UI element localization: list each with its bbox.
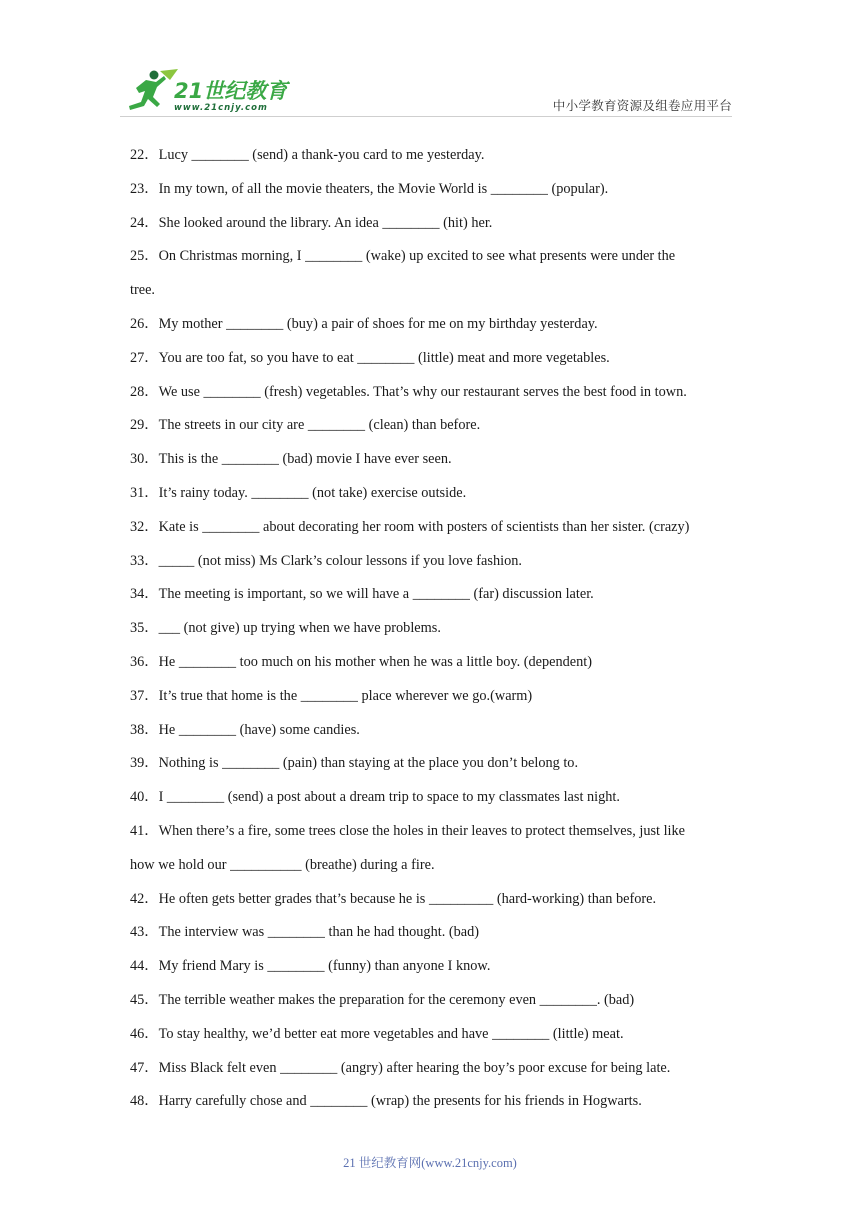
question-item: 31．It’s rainy today. ________ (not take) exercise outside. (130, 484, 467, 501)
question-item: 30．This is the ________ (bad) movie I have ever seen. (130, 451, 452, 468)
question-item: 33．_____ (not miss) Ms Clark’s colour lessons if you love fashion. (130, 552, 522, 569)
question-item: 22．Lucy ________ (send) a thank-you card to me yesterday. (130, 147, 485, 163)
question-item-continued: how we hold our __________ (breathe) during a fire. (130, 856, 435, 873)
question-item: 35．___ (not give) up trying when we have problems. (130, 620, 441, 637)
question-item: 37．It’s true that home is the ________ place wherever we go.(warm) (130, 687, 533, 704)
question-item: 29．The streets in our city are ________ (clean) than before. (130, 417, 481, 434)
question-list (130, 139, 735, 1119)
runner-icon (120, 66, 290, 116)
question-item: 44．My friend Mary is ________ (funny) than anyone I know. (130, 958, 491, 975)
question-item: 28．We use ________ (fresh) vegetables. That’s why our restaurant serves the best food in town. (130, 383, 687, 400)
question-item: 42．He often gets better grades that’s because he is _________ (hard-working) than before. (130, 890, 657, 907)
logo-text: 21世纪教育 (174, 79, 288, 103)
question-item: 38．He ________ (have) some candies. (130, 721, 360, 738)
question-item: 25．On Christmas morning, I ________ (wake) up excited to see what presents were under the (130, 248, 676, 265)
question-item: 24．She looked around the library. An idea ________ (hit) her. (130, 214, 493, 231)
question-item: 27．You are too fat, so you have to eat ________ (little) meat and more vegetables. (130, 349, 610, 366)
question-item: 34．The meeting is important, so we will have a ________ (far) discussion later. (130, 586, 594, 603)
logo-url-text: www.21cnjy.com (174, 103, 268, 113)
question-item: 46．To stay healthy, we’d better eat more vegetables and have ________ (little) meat. (130, 1025, 624, 1042)
page-header (120, 66, 732, 116)
question-item-continued: tree. (130, 282, 155, 299)
question-item: 23．In my town, of all the movie theaters, the Movie World is ________ (popular). (130, 180, 609, 197)
question-item: 32．Kate is ________ about decorating her room with posters of scientists than her sister. (crazy) (130, 518, 690, 535)
question-item: 40．I ________ (send) a post about a dream trip to space to my classmates last night. (130, 789, 620, 806)
page-footer[interactable]: 21 世纪教育网(www.21cnjy.com) (343, 1156, 517, 1170)
question-item: 43．The interview was ________ than he had thought. (bad) (130, 924, 480, 941)
question-item: 45．The terrible weather makes the preparation for the ceremony even ________. (bad) (130, 991, 635, 1008)
platform-tagline: 中小学教育资源及组卷应用平台 (552, 98, 732, 113)
header-divider (120, 116, 732, 117)
site-logo[interactable] (120, 66, 290, 116)
question-item: 41．When there’s a fire, some trees close the holes in their leaves to protect themselves, just like (130, 822, 686, 839)
question-item: 48．Harry carefully chose and ________ (wrap) the presents for his friends in Hogwarts. (130, 1093, 642, 1110)
question-item: 26．My mother ________ (buy) a pair of shoes for me on my birthday yesterday. (130, 315, 598, 332)
question-item: 36．He ________ too much on his mother when he was a little boy. (dependent) (130, 653, 593, 670)
question-item: 39．Nothing is ________ (pain) than staying at the place you don’t belong to. (130, 755, 579, 772)
question-item: 47．Miss Black felt even ________ (angry) after hearing the boy’s poor excuse for being late. (130, 1059, 671, 1076)
